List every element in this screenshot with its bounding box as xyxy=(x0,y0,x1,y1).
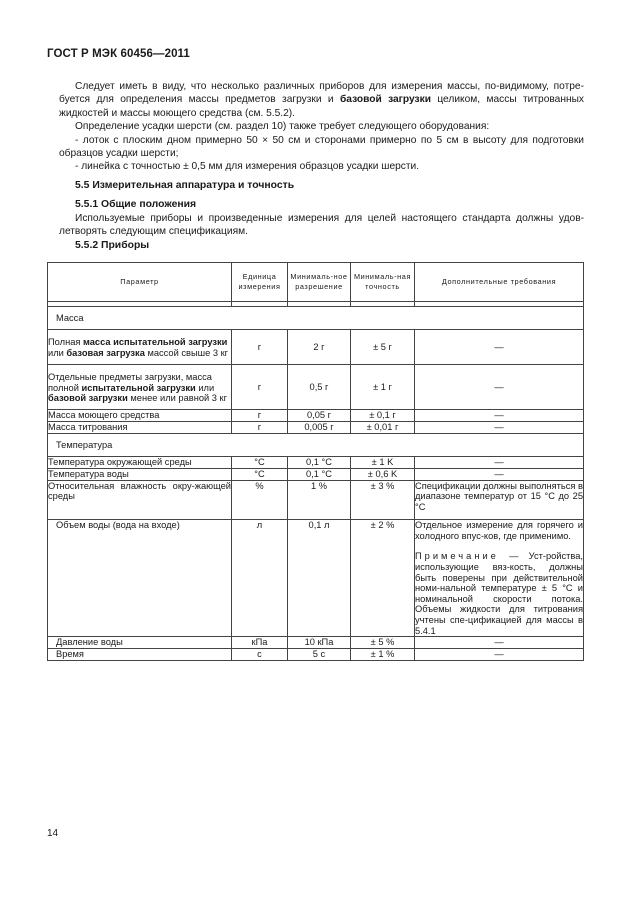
resolution-cell: 2 г xyxy=(288,330,351,365)
unit-cell: °C xyxy=(232,456,288,468)
unit-cell: % xyxy=(232,480,288,520)
document-header: ГОСТ Р МЭК 60456—2011 xyxy=(47,48,190,60)
table-row xyxy=(48,480,584,520)
accuracy-cell: ± 3 % xyxy=(351,480,415,520)
accuracy-cell: ± 0,6 K xyxy=(351,468,415,480)
water-note: Примечание — Уст-ройства, использующие вяз-кость, должны быть поверены при действительной номи-нальной температуре ± 5 °C и номинальной скорости потока. Объемы жидкости для титрования учтены спе-цификацией для массы в 5.4.1 xyxy=(415,551,583,636)
table-section-mass: Масса xyxy=(48,307,584,330)
unit-cell: г xyxy=(232,421,288,433)
accuracy-cell: ± 2 % xyxy=(351,520,415,637)
page-number: 14 xyxy=(47,828,59,839)
resolution-cell: 1 % xyxy=(288,480,351,520)
extra-cell: — xyxy=(415,421,584,433)
accuracy-cell: ± 5 г xyxy=(351,330,415,365)
unit-cell: кПа xyxy=(232,637,288,649)
table-row xyxy=(48,409,584,421)
extra-cell: — xyxy=(415,456,584,468)
table-row xyxy=(48,637,584,649)
param-cell: Температура окружающей среды xyxy=(48,456,232,468)
intro-paragraph-4: - линейка с точностью ± 0,5 мм для измерения образцов усадки шерсти. xyxy=(75,161,420,173)
param-cell: Масса титрования xyxy=(48,421,232,433)
intro-paragraph-3: - лоток с плоским дном примерно 50 × 50 см и сторонами примерно по 5 см в высоту для подготовки образцов усадки шерсти; xyxy=(59,134,584,160)
section-5-5-2-heading: 5.5.2 Приборы xyxy=(75,240,150,251)
accuracy-cell: ± 1 K xyxy=(351,456,415,468)
param-cell: Отдельные предметы загрузки, масса полной испытательной загрузки или базовой загрузки менее или равной 3 кг xyxy=(48,365,232,410)
intro-paragraph-1: Следует иметь в виду, что несколько различных приборов для измерения массы, по-видимому, потре-буется для определения массы предметов загрузки и базовой загрузки целиком, массы титрованных жидкостей и массы моющего средства (см. 5.5.2). xyxy=(59,81,584,119)
resolution-cell: 10 кПа xyxy=(288,637,351,649)
resolution-cell: 0,1 °C xyxy=(288,456,351,468)
extra-cell: Спецификации должны выполняться в диапазоне температур от 15 °C до 25 °C xyxy=(415,480,584,520)
extra-cell: — xyxy=(415,409,584,421)
unit-cell: °C xyxy=(232,468,288,480)
extra-cell: — xyxy=(415,637,584,649)
resolution-cell: 0,1 л xyxy=(288,520,351,637)
extra-cell: — xyxy=(415,468,584,480)
col-header-resolution: Минималь-ное разрешение xyxy=(288,263,351,302)
col-header-accuracy: Минималь-ная точность xyxy=(351,263,415,302)
extra-cell: — xyxy=(415,649,584,661)
unit-cell: г xyxy=(232,365,288,410)
section-5-5-heading: 5.5 Измерительная аппаратура и точность xyxy=(75,180,295,191)
accuracy-cell: ± 1 г xyxy=(351,365,415,410)
table-section-temperature: Температура xyxy=(48,433,584,456)
param-cell: Полная масса испытательной загрузки или базовая загрузка массой свыше 3 кг xyxy=(48,330,232,365)
accuracy-cell: ± 0,01 г xyxy=(351,421,415,433)
extra-cell xyxy=(415,520,584,637)
unit-cell: г xyxy=(232,409,288,421)
table-header-row xyxy=(48,263,584,302)
table-row xyxy=(48,649,584,661)
resolution-cell: 0,5 г xyxy=(288,365,351,410)
accuracy-cell: ± 5 % xyxy=(351,637,415,649)
unit-cell: л xyxy=(232,520,288,637)
table-row xyxy=(48,456,584,468)
unit-cell: г xyxy=(232,330,288,365)
water-extra-text: Отдельное измерение для горячего и холодного впус-ков, где применимо. xyxy=(415,520,583,541)
col-header-param: Параметр xyxy=(48,263,232,302)
resolution-cell: 0,005 г xyxy=(288,421,351,433)
accuracy-cell: ± 1 % xyxy=(351,649,415,661)
table-row xyxy=(48,421,584,433)
resolution-cell: 0,1 °C xyxy=(288,468,351,480)
instruments-table xyxy=(47,262,584,661)
accuracy-cell: ± 0,1 г xyxy=(351,409,415,421)
col-header-unit: Единица измерения xyxy=(232,263,288,302)
table-row xyxy=(48,330,584,365)
param-cell: Давление воды xyxy=(48,637,232,649)
resolution-cell: 5 с xyxy=(288,649,351,661)
extra-cell: — xyxy=(415,365,584,410)
resolution-cell: 0,05 г xyxy=(288,409,351,421)
param-cell: Температура воды xyxy=(48,468,232,480)
param-cell: Относительная влажность окру-жающей среды xyxy=(48,480,232,520)
param-cell: Масса моющего средства xyxy=(48,409,232,421)
col-header-extra: Дополнительные требования xyxy=(415,263,584,302)
section-5-5-1-text: Используемые приборы и произведенные измерения для целей настоящего стандарта должны удов-летворять следующим спецификациям. xyxy=(59,213,584,238)
intro-text xyxy=(59,80,584,174)
unit-cell: с xyxy=(232,649,288,661)
section-5-5-1-heading: 5.5.1 Общие положения xyxy=(75,199,197,210)
intro-paragraph-2: Определение усадки шерсти (см. раздел 10) также требует следующего оборудования: xyxy=(75,121,490,133)
param-cell: Время xyxy=(48,649,232,661)
table-row xyxy=(48,468,584,480)
param-cell: Объем воды (вода на входе) xyxy=(48,520,232,637)
extra-cell: — xyxy=(415,330,584,365)
table-row xyxy=(48,365,584,410)
table-row xyxy=(48,520,584,637)
